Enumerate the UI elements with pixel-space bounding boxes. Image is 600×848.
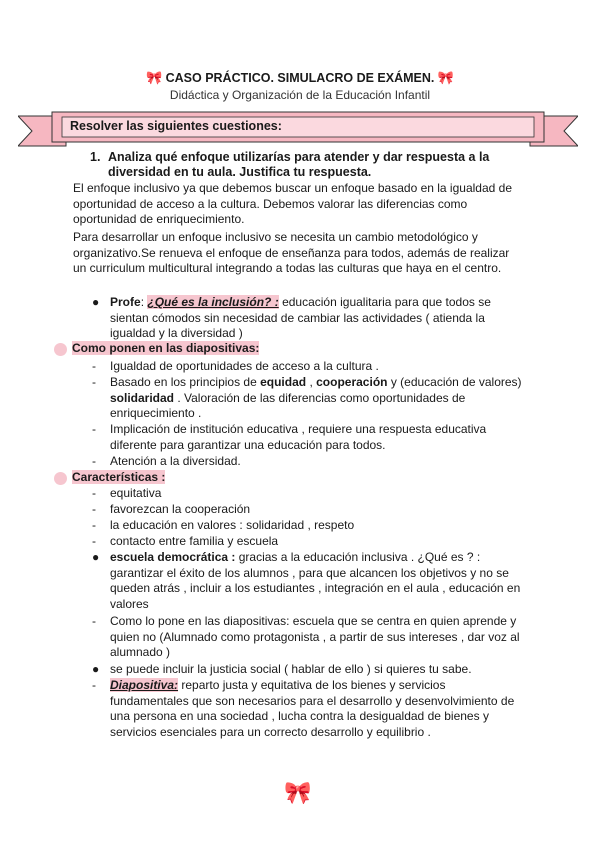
list-item: Igualdad de oportunidades de acceso a la cultura . — [110, 359, 379, 373]
bow-icon: 🎀 — [145, 70, 163, 85]
paragraph-line: un curriculum multicultural integrando a todas las culturas que haya en el centro. — [73, 261, 502, 275]
dash-icon: - — [92, 518, 96, 532]
question-1 — [90, 150, 520, 180]
list-item: Basado en los principios de equidad , cooperación y (educación de valores) solidaridad . Valoración de las diferencias como oportunidades de enriquecimiento . — [110, 375, 522, 420]
question-line: diversidad en tu aula. Justifica tu respuesta. — [108, 165, 372, 179]
dash-icon: - — [92, 678, 96, 692]
paragraph-line: organizativo.Se renueva el enfoque de enseñanza para todos, además de realizar — [73, 245, 510, 260]
list-item: se puede incluir la justicia social ( hablar de ello ) si quieres tu sabe. — [110, 662, 472, 676]
list-item: Implicación de institución educativa , requiere una respuesta educativa diferente para garantizar una educación para todos. — [110, 422, 487, 452]
paragraph-line: Para desarrollar un enfoque inclusivo se necesita un cambio metodológico y — [73, 230, 478, 244]
circle-marker-icon — [54, 343, 67, 356]
dash-icon: - — [92, 422, 96, 436]
list-item: favorezcan la cooperación — [110, 502, 251, 516]
profe-label: Profe — [110, 295, 141, 309]
dash-icon: - — [92, 359, 96, 373]
profe-line: igualdad y la diversidad ) — [110, 326, 243, 340]
dash-icon: - — [92, 534, 96, 548]
profe-note: Profe: ¿Qué es la inclusión? : educación igualitaria para que todos se sientan cómodos sin necesidad de cambiar las actividades ( atienda la igualdad y la diversidad ) — [110, 295, 520, 342]
bow-icon: 🎀 — [437, 70, 455, 85]
bow-icon: 🎀 — [284, 780, 312, 805]
list-item: Atención a la diversidad. — [110, 454, 241, 468]
bullet-icon: ● — [92, 550, 100, 564]
section-heading-caracteristicas: Características : — [72, 470, 166, 484]
paragraph-line: El enfoque inclusivo ya que debemos buscar un enfoque basado en la igualdad de — [73, 181, 512, 195]
profe-line: educación igualitaria para que todos se — [282, 295, 491, 309]
list-item: equitativa — [110, 486, 162, 500]
circle-marker-icon — [54, 472, 67, 485]
list-item: contacto entre familia y escuela — [110, 534, 279, 548]
answer-paragraph-1 — [73, 181, 533, 228]
bullet-icon: ● — [92, 662, 100, 676]
question-line: Analiza qué enfoque utilizarías para atender y dar respuesta a la — [108, 150, 490, 164]
profe-question: ¿Qué es la inclusión? : — [147, 295, 279, 309]
list-item: la educación en valores : solidaridad , respeto — [110, 518, 355, 532]
list-item: Diapositiva: reparto justa y equitativa de los bienes y servicios fundamentales que son necesarios para el desarrollo y desenvolvimiento de una persona en una sociedad , lucha contra la desigualdad de bienes y servicios esenciales para un correcto desarrollo y equilibrio . — [110, 678, 515, 739]
paragraph-line: oportunidad de enriquecimiento. — [73, 212, 245, 226]
answer-paragraph-2 — [73, 230, 533, 277]
list-item: Como lo pone en las diapositivas: escuela que se centra en quien aprende y quien no (Alumnado como protagonista , a partir de sus intereses , dar voz al alumnado ) — [110, 614, 520, 659]
dash-icon: - — [92, 486, 96, 500]
question-number: 1. — [90, 150, 101, 164]
dash-icon: - — [92, 614, 96, 628]
banner-label: Resolver las siguientes cuestiones: — [70, 119, 282, 133]
bullet-icon: ● — [92, 295, 100, 309]
dash-icon: - — [92, 502, 96, 516]
paragraph-line: oportunidad de acceso a la cultura. Debemos valorar las diferencias como — [73, 196, 468, 211]
dash-icon: - — [92, 454, 96, 468]
title-text: CASO PRÁCTICO. SIMULACRO DE EXÁMEN. — [165, 71, 435, 85]
document-subtitle: Didáctica y Organización de la Educación Infantil — [169, 88, 431, 102]
document-title — [0, 70, 600, 86]
list-item: escuela democrática : gracias a la educación inclusiva . ¿Qué es ? : garantizar el éxito de los alumnos , para que alcancen los objetivos y no se queden atrás , incluir a los estudiantes , integración en el aula , educación en valores — [110, 550, 521, 611]
profe-line: sientan cómodos sin necesidad de cambiar las actividades ( atienda la — [110, 310, 485, 325]
section-heading-diapositivas: Como ponen en las diapositivas: — [72, 341, 260, 355]
dash-icon: - — [92, 375, 96, 389]
